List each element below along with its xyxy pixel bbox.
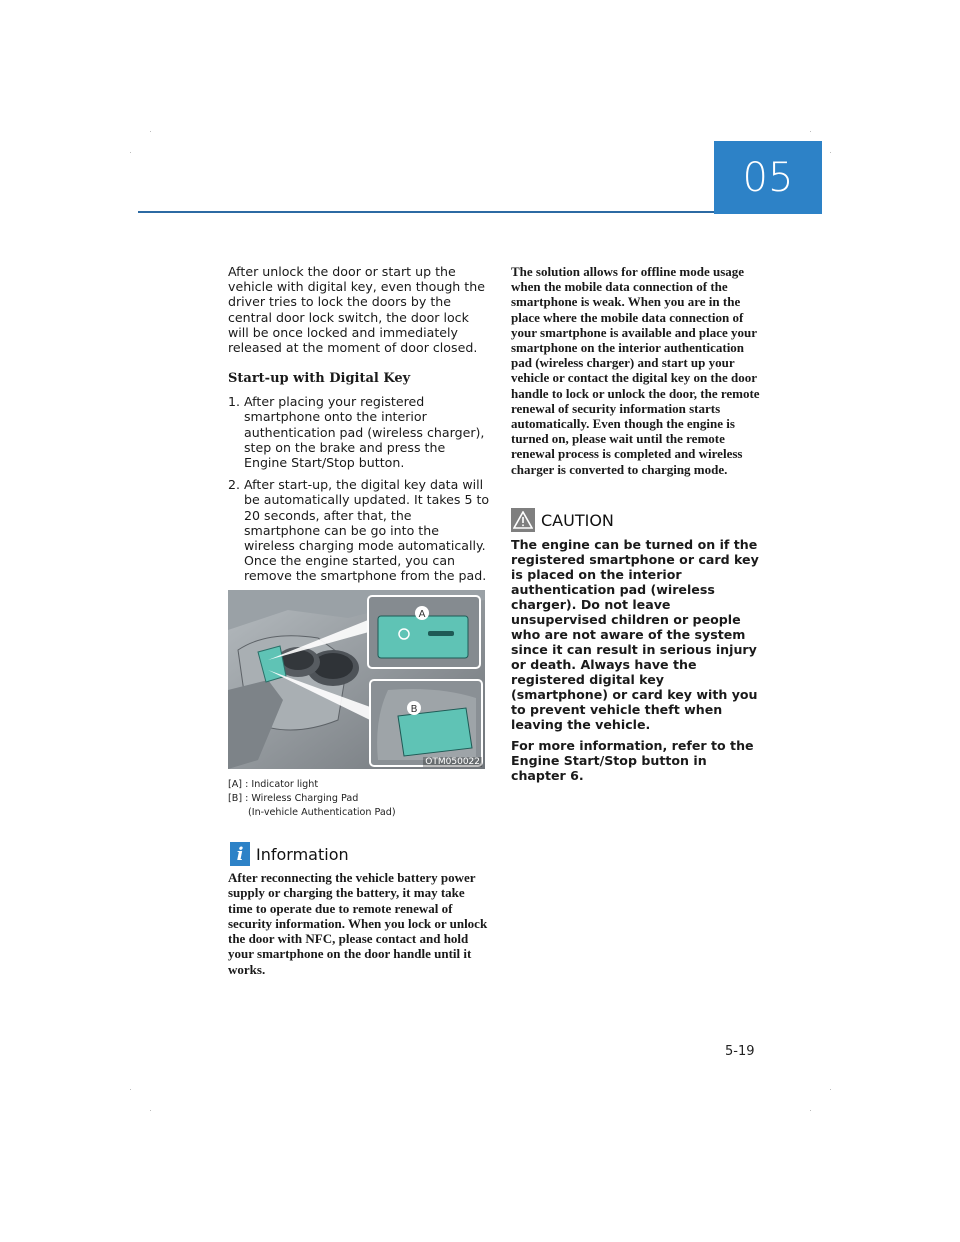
- step-text: After start-up, the digital key data will be automatically updated. It takes 5 to 20 seconds, after that, the smartphone can be go into the wireless charging mode automatically. Once the engine started, you can remove the smartphone from the pad.: [244, 477, 490, 584]
- legend-item-b: [B] : Wireless Charging Pad: [228, 793, 359, 804]
- caution-body: [511, 537, 763, 789]
- step-number: 1.: [228, 394, 241, 410]
- crop-mark: [810, 1110, 811, 1111]
- callout-a-label: A: [418, 609, 426, 620]
- figure-legend: [228, 778, 396, 820]
- caution-text: The engine can be turned on if the registered smartphone or card key is placed on the interior authentication pad (wireless charger). Do not leave unsupervised children or people who are not aware of the system since it can result in serious injury or death. Always have the registered digital key (smartphone) or card key with you to prevent vehicle theft when leaving the vehicle.: [511, 537, 759, 732]
- offline-mode-paragraph: The solution allows for offline mode usage when the mobile data connection of the smartphone is weak. When you are in the place where the mobile data connection of your smartphone is available and place your smartphone on the interior authentication pad (wireless charger) and start up your vehicle or contact the digital key on the door handle to lock or unlock the door, the remote renewal of security information starts automatically. Even though the engine is turned on, please wait until the remote renewal process is completed and wireless charger is converted to charging mode.: [511, 264, 760, 477]
- crop-mark: [150, 131, 151, 132]
- chapter-tab: [714, 141, 822, 214]
- information-body: After reconnecting the vehicle battery power supply or charging the battery, it may take time to operate due to remote renewal of security information. When you lock or unlock the door with NFC, please contact and hold your smartphone on the door handle until it works.: [228, 870, 488, 977]
- callout-b-label: B: [410, 704, 418, 715]
- step-item: [228, 477, 490, 583]
- legend-item-a: [A] : Indicator light: [228, 779, 319, 790]
- information-title: Information: [256, 844, 349, 864]
- step-text: After placing your registered smartphone onto the interior authentication pad (wireless charger), step on the brake and press the Engine Start/Stop button.: [244, 394, 485, 471]
- console-illustration: [228, 590, 485, 769]
- left-column: [228, 264, 490, 591]
- crop-mark: [130, 1089, 131, 1090]
- warning-triangle-icon: [511, 508, 535, 532]
- page-number: 5-19: [725, 1044, 755, 1059]
- caution-title: CAUTION: [541, 510, 614, 530]
- crop-mark: [130, 152, 131, 153]
- crop-mark: [830, 152, 831, 153]
- caution-header: [511, 508, 614, 532]
- chapter-rule: [138, 211, 714, 213]
- chapter-number: 05: [742, 154, 794, 201]
- information-icon: i: [230, 842, 250, 866]
- information-header: [230, 842, 349, 866]
- crop-mark: [150, 1110, 151, 1111]
- step-item: [228, 394, 490, 470]
- section-heading: Start-up with Digital Key: [228, 371, 411, 387]
- step-number: 2.: [228, 477, 241, 493]
- console-figure: [228, 590, 485, 769]
- intro-paragraph: After unlock the door or start up the vehicle with digital key, even though the driver tries to lock the doors by the central door lock switch, the door lock will be once locked and immediately released at the moment of door closed.: [228, 264, 485, 356]
- legend-item-b-detail: (In-vehicle Authentication Pad): [248, 807, 396, 818]
- right-column: [511, 264, 763, 477]
- figure-code: OTM050022: [425, 757, 480, 767]
- caution-reference: For more information, refer to the Engine Start/Stop button in chapter 6.: [511, 738, 754, 783]
- crop-mark: [810, 131, 811, 132]
- crop-mark: [830, 1089, 831, 1090]
